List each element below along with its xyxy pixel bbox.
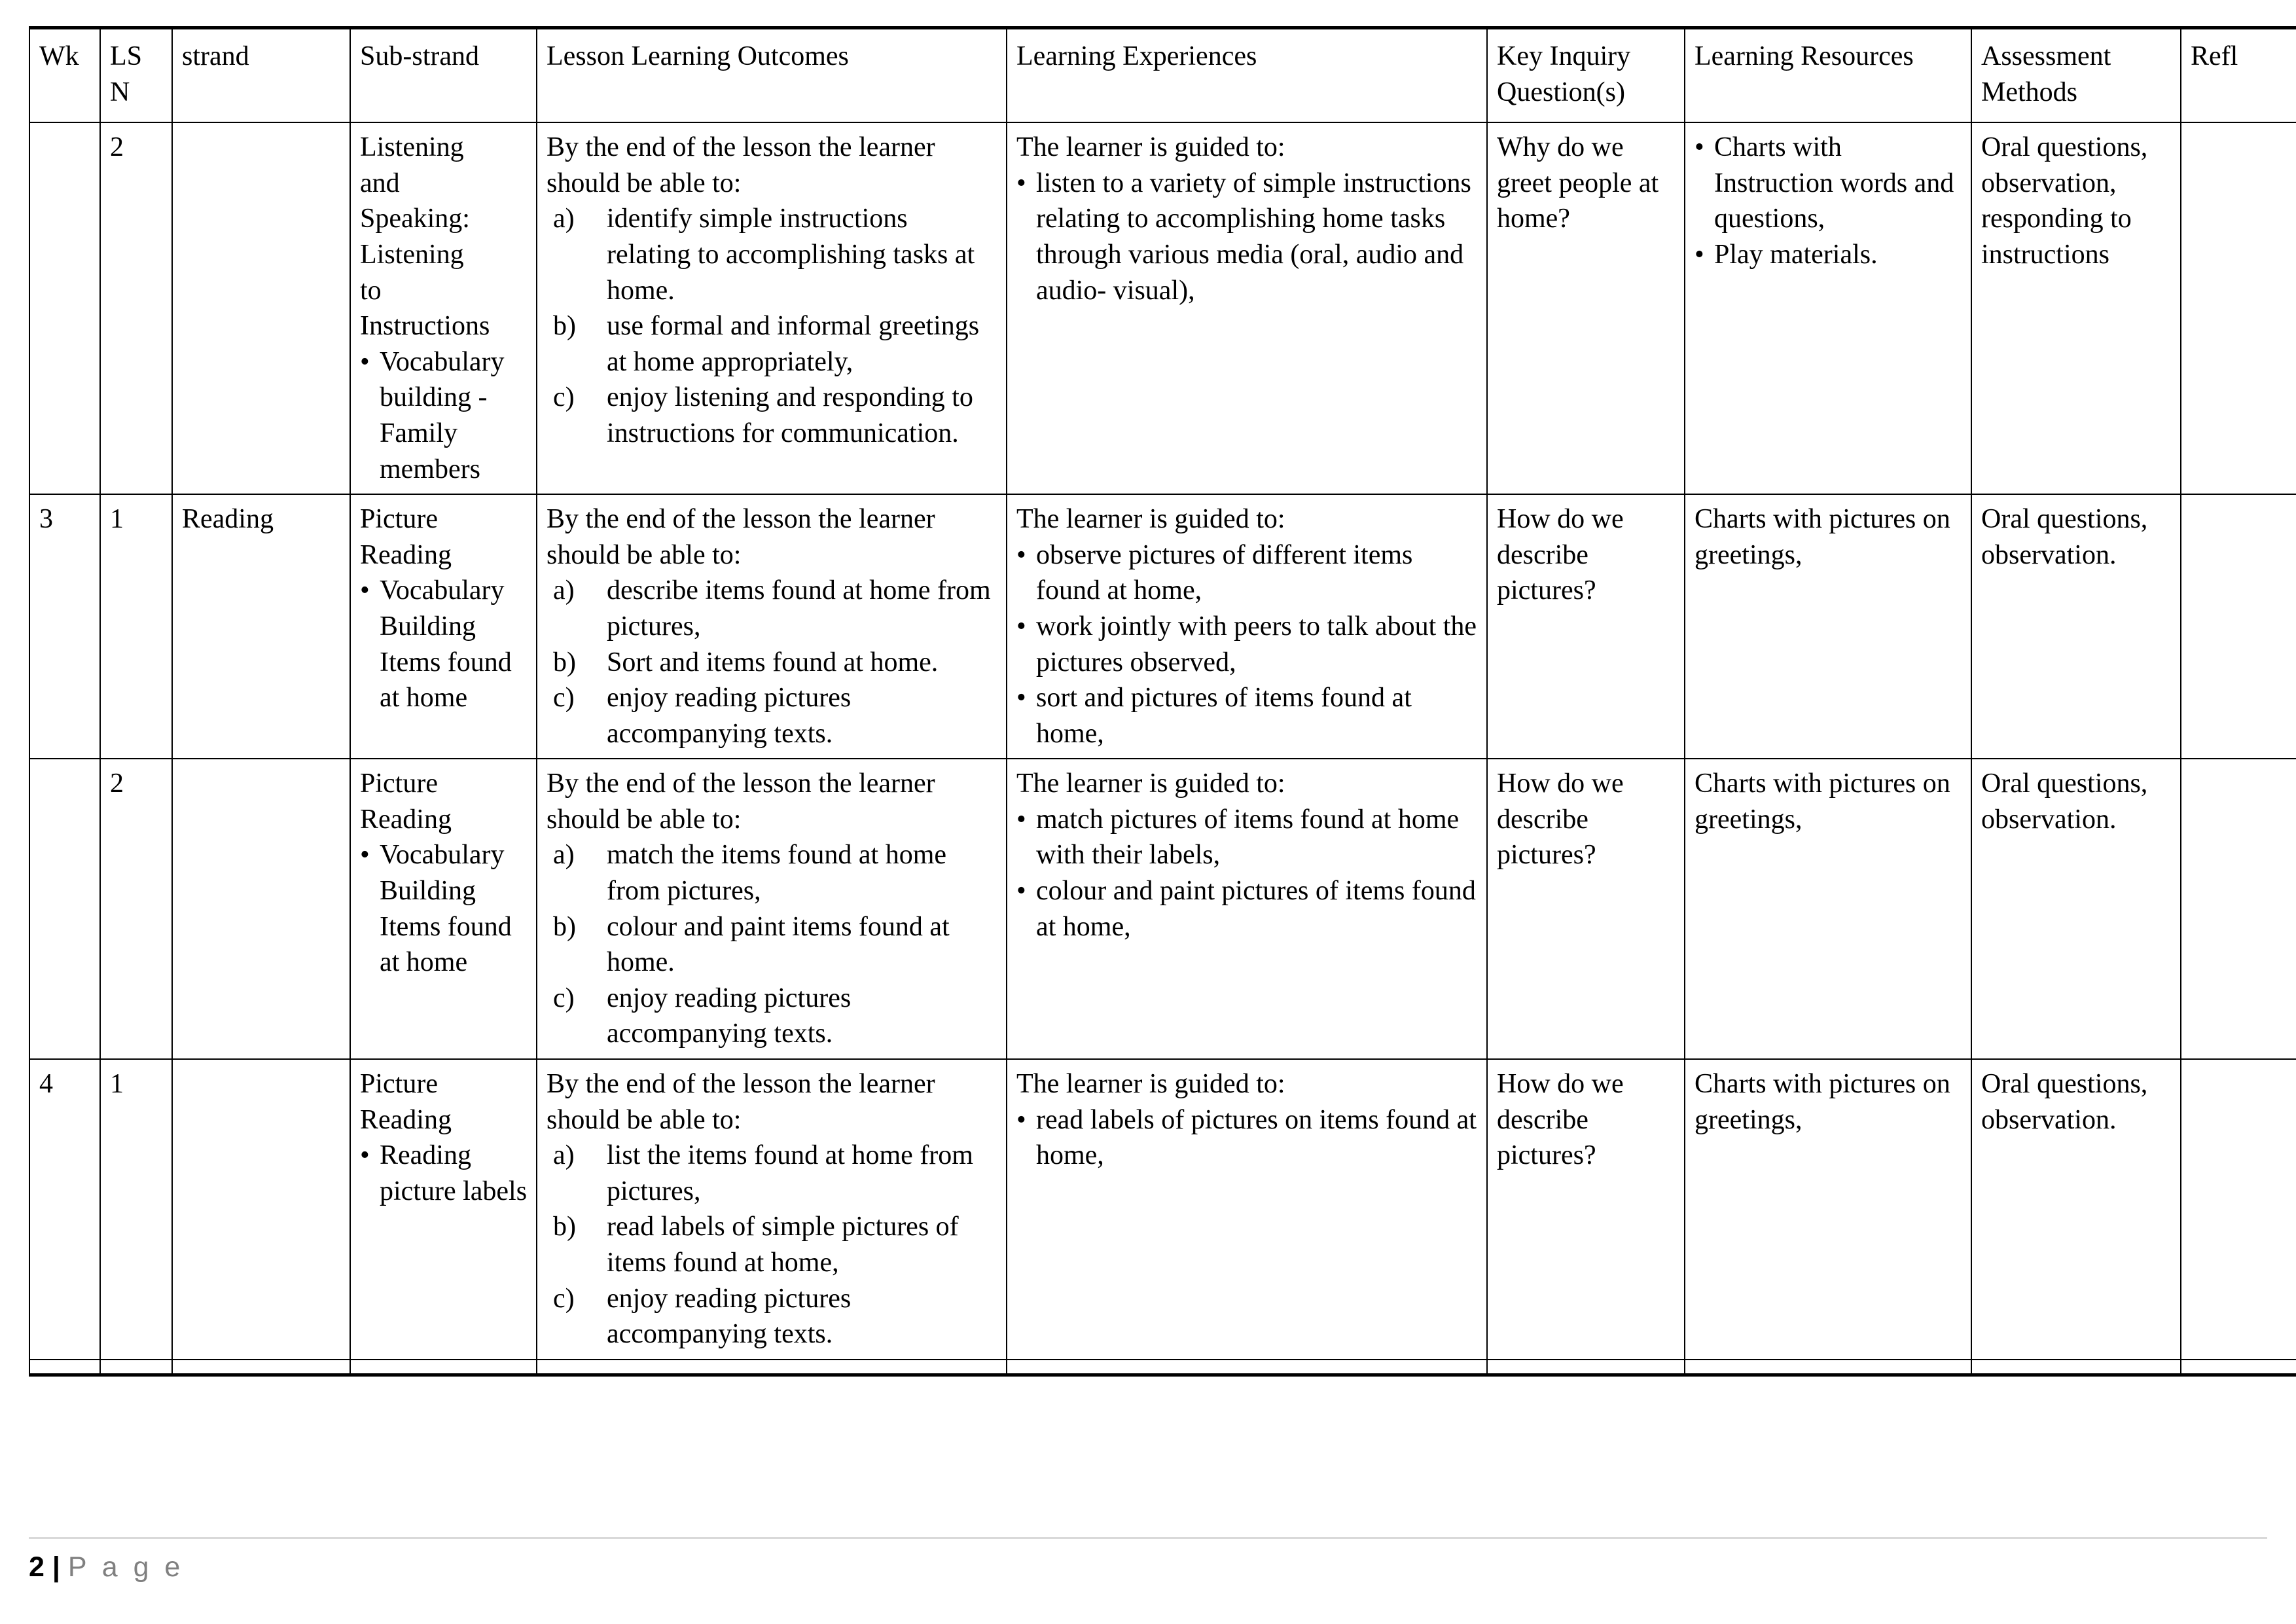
header-text-kiq-2: Question(s) [1497, 77, 1625, 107]
outcomes-intro: By the end of the lesson the learner should be able to: [547, 504, 935, 570]
cell-sub-strand [350, 122, 537, 494]
list-item [360, 837, 528, 980]
bullet-icon: • [360, 346, 370, 377]
list-item-marker: a) [553, 575, 575, 606]
list-item-text: enjoy reading pictures accompanying texts. [607, 1283, 852, 1350]
list-item-marker: a) [553, 204, 575, 234]
list-item-marker: c) [553, 983, 575, 1013]
cell-reflection [2181, 1059, 2296, 1360]
resources-text: Charts with pictures on greetings, [1695, 1069, 1950, 1135]
sub-strand-bullet-list [360, 837, 528, 980]
list-item-marker: b) [553, 911, 576, 942]
sub-strand-line: Reading [360, 539, 452, 570]
sub-strand-line: Instructions [360, 311, 490, 342]
cell-sub-strand [350, 494, 537, 759]
sub-strand-line: Picture [360, 1069, 438, 1100]
list-item [1016, 537, 1479, 609]
list-item-marker: b) [553, 1212, 576, 1242]
cell-assessment-methods [1971, 494, 2181, 759]
bullet-icon: • [360, 840, 370, 871]
outcomes-intro: By the end of the lesson the learner should be able to: [547, 768, 935, 835]
experiences-intro: The learner is guided to: [1016, 504, 1285, 535]
list-item-marker: b) [553, 311, 576, 342]
list-item-marker: c) [553, 382, 575, 413]
cell-text: Oral questions, observation. [1981, 768, 2148, 835]
header-text-am-1: Assessment [1981, 41, 2111, 71]
list-item [547, 837, 998, 909]
column-header-reflection [2181, 28, 2296, 123]
sub-strand-line: to [360, 275, 382, 306]
sub-strand-bullet-list [360, 1138, 528, 1209]
column-header-learning-resources [1685, 28, 1971, 123]
bullet-icon: • [1016, 876, 1026, 907]
list-item-text: Vocabulary Building Items found at home [380, 840, 512, 978]
list-item-text: Vocabulary Building Items found at home [380, 575, 512, 713]
cell-reflection [2181, 122, 2296, 494]
bullet-icon: • [1016, 804, 1026, 835]
experiences-list [1016, 537, 1479, 752]
footer-divider [29, 1537, 2267, 1539]
bullet-icon: • [1016, 168, 1026, 198]
list-item-text: Sort and items found at home. [607, 647, 939, 677]
scheme-of-work-table [29, 26, 2296, 1377]
list-item-text: describe items found at home from pictures, [607, 575, 991, 641]
table-header [29, 28, 2296, 123]
list-item-text: enjoy reading pictures accompanying texts. [607, 683, 852, 749]
outcomes-list [547, 201, 998, 451]
cell-text: 2 [110, 768, 124, 799]
list-item [547, 909, 998, 981]
cell-key-inquiry-question [1487, 1059, 1685, 1360]
cell-text: Why do we greet people at home? [1497, 132, 1659, 234]
footer-separator: | [52, 1551, 60, 1583]
bullet-icon: • [1695, 239, 1704, 270]
list-item-text: observe pictures of different items found at home, [1036, 539, 1413, 606]
list-item-text: Charts with Instruction words and questions, [1714, 132, 1954, 234]
list-item [360, 573, 528, 715]
sub-strand-line: Listening [360, 239, 464, 270]
cell-key-inquiry-question [1487, 122, 1685, 494]
list-item-text: work jointly with peers to talk about the pictures observed, [1036, 611, 1477, 677]
list-item-text: Play materials. [1714, 239, 1878, 270]
sub-strand-line: and [360, 168, 400, 198]
cell-week [29, 494, 100, 759]
header-text-llo: Lesson Learning Outcomes [547, 41, 849, 71]
column-header-assessment-methods [1971, 28, 2181, 123]
cell-lesson-number [100, 494, 172, 759]
list-item-text: use formal and informal greetings at home appropriately, [607, 311, 980, 377]
cell-week [29, 1059, 100, 1360]
header-text-lsn-2: N [110, 77, 130, 107]
bullet-icon: • [1016, 539, 1026, 570]
sub-strand-line: Picture [360, 504, 438, 535]
list-item-text: sort and pictures of items found at home, [1036, 683, 1412, 749]
cell-learning-resources [1685, 122, 1971, 494]
list-item-text: match pictures of items found at home with their labels, [1036, 804, 1460, 871]
cell-text: Reading [182, 504, 274, 535]
list-item-text: list the items found at home from pictures, [607, 1140, 973, 1206]
outcomes-list [547, 573, 998, 751]
footer-page-word: P a g e [67, 1551, 185, 1583]
cell-learning-experiences [1007, 494, 1487, 759]
bullet-icon: • [1016, 683, 1026, 713]
list-item-text: listen to a variety of simple instructions relating to accomplishing home tasks through various media (oral, audio and audio- visual), [1036, 168, 1471, 306]
cell-sub-strand [350, 759, 537, 1059]
cell-strand [172, 122, 350, 494]
table-row [29, 1059, 2296, 1360]
list-item [547, 1209, 998, 1280]
cell-lesson-number [100, 122, 172, 494]
outcomes-intro: By the end of the lesson the learner should be able to: [547, 1069, 935, 1135]
experiences-intro: The learner is guided to: [1016, 1069, 1285, 1100]
bullet-icon: • [1695, 132, 1704, 163]
header-text-le: Learning Experiences [1016, 41, 1257, 71]
list-item-marker: c) [553, 683, 575, 713]
list-item [547, 201, 998, 308]
header-text-lsn-1: LS [110, 41, 143, 71]
list-item [547, 308, 998, 380]
table-row [29, 122, 2296, 494]
cell-lesson-number [100, 1360, 172, 1375]
cell-strand [172, 759, 350, 1059]
bullet-icon: • [1016, 611, 1026, 641]
outcomes-list [547, 1138, 998, 1352]
cell-key-inquiry-question [1487, 1360, 1685, 1375]
list-item [1016, 873, 1479, 945]
cell-text: How do we describe pictures? [1497, 1069, 1624, 1171]
list-item-text: colour and paint pictures of items found at home, [1036, 876, 1476, 942]
column-header-lsn [100, 28, 172, 123]
bullet-icon: • [1016, 1104, 1026, 1135]
cell-assessment-methods [1971, 122, 2181, 494]
bullet-icon: • [360, 575, 370, 606]
list-item [547, 573, 998, 644]
list-item [1695, 130, 1963, 237]
cell-lesson-learning-outcomes [537, 759, 1007, 1059]
cell-text: How do we describe pictures? [1497, 504, 1624, 606]
column-header-key-inquiry-questions [1487, 28, 1685, 123]
cell-lesson-learning-outcomes [537, 494, 1007, 759]
cell-learning-resources [1685, 1059, 1971, 1360]
list-item [1695, 237, 1963, 273]
list-item [1016, 609, 1479, 680]
outcomes-list [547, 837, 998, 1052]
cell-learning-resources [1685, 494, 1971, 759]
cell-assessment-methods [1971, 1360, 2181, 1375]
cell-learning-experiences [1007, 122, 1487, 494]
experiences-intro: The learner is guided to: [1016, 132, 1285, 163]
cell-week [29, 1360, 100, 1375]
cell-assessment-methods [1971, 1059, 2181, 1360]
experiences-list [1016, 1102, 1479, 1174]
header-text-lr: Learning Resources [1695, 41, 1914, 71]
list-item [547, 645, 998, 681]
column-header-wk [29, 28, 100, 123]
cell-lesson-number [100, 1059, 172, 1360]
sub-strand-bullet-list [360, 344, 528, 487]
cell-week [29, 759, 100, 1059]
table-row [29, 1360, 2296, 1375]
sub-strand-line: Listening [360, 132, 464, 163]
list-item-marker: a) [553, 840, 575, 871]
cell-week [29, 122, 100, 494]
cell-lesson-number [100, 759, 172, 1059]
sub-strand-line: Picture [360, 768, 438, 799]
sub-strand-line: Reading [360, 1104, 452, 1135]
cell-learning-resources [1685, 1360, 1971, 1375]
list-item [1016, 166, 1479, 308]
list-item [1016, 680, 1479, 751]
cell-lesson-learning-outcomes [537, 1059, 1007, 1360]
cell-learning-experiences [1007, 1059, 1487, 1360]
list-item-marker: b) [553, 647, 576, 677]
experiences-intro: The learner is guided to: [1016, 768, 1285, 799]
header-text-refl: Refl [2191, 41, 2238, 71]
resources-text: Charts with pictures on greetings, [1695, 504, 1950, 570]
outcomes-intro: By the end of the lesson the learner should be able to: [547, 132, 935, 198]
footer-page-number: 2 [29, 1551, 45, 1583]
list-item-marker: a) [553, 1140, 575, 1171]
list-item-text: enjoy reading pictures accompanying texts. [607, 983, 852, 1049]
column-header-learning-experiences [1007, 28, 1487, 123]
cell-key-inquiry-question [1487, 759, 1685, 1059]
resources-list [1695, 130, 1963, 272]
cell-text: 1 [110, 1069, 124, 1100]
cell-text: How do we describe pictures? [1497, 768, 1624, 871]
list-item [1016, 1102, 1479, 1174]
cell-text: 2 [110, 132, 124, 163]
list-item-text: Reading picture labels [380, 1140, 528, 1206]
table-row [29, 759, 2296, 1059]
cell-key-inquiry-question [1487, 494, 1685, 759]
header-text-am-2: Methods [1981, 77, 2077, 107]
cell-assessment-methods [1971, 759, 2181, 1059]
cell-text: 1 [110, 504, 124, 535]
list-item [547, 380, 998, 451]
column-header-sub-strand [350, 28, 537, 123]
page-footer [29, 1537, 2267, 1581]
cell-lesson-learning-outcomes [537, 1360, 1007, 1375]
list-item-marker: c) [553, 1283, 575, 1314]
cell-text: Oral questions, observation, responding to instructions [1981, 132, 2148, 270]
table-row [29, 494, 2296, 759]
cell-strand [172, 494, 350, 759]
header-text-kiq-1: Key Inquiry [1497, 41, 1631, 71]
cell-sub-strand [350, 1059, 537, 1360]
list-item-text: read labels of simple pictures of items found at home, [607, 1212, 959, 1278]
list-item [547, 1281, 998, 1352]
list-item [1016, 802, 1479, 873]
header-text-sub-strand: Sub-strand [360, 41, 479, 71]
header-text-wk: Wk [39, 41, 79, 71]
cell-learning-experiences [1007, 759, 1487, 1059]
table-body [29, 122, 2296, 1375]
bullet-icon: • [360, 1140, 370, 1171]
sub-strand-line: Reading [360, 804, 452, 835]
column-header-strand [172, 28, 350, 123]
experiences-list [1016, 802, 1479, 945]
cell-reflection [2181, 494, 2296, 759]
sub-strand-bullet-list [360, 573, 528, 715]
cell-text: Oral questions, observation. [1981, 504, 2148, 570]
cell-strand [172, 1059, 350, 1360]
list-item-text: identify simple instructions relating to accomplishing tasks at home. [607, 204, 975, 306]
list-item [360, 1138, 528, 1209]
cell-text: Oral questions, observation. [1981, 1069, 2148, 1135]
footer-text [29, 1553, 2267, 1581]
list-item-text: enjoy listening and responding to instructions for communication. [607, 382, 973, 448]
list-item [547, 1138, 998, 1209]
cell-reflection [2181, 1360, 2296, 1375]
cell-strand [172, 1360, 350, 1375]
resources-text: Charts with pictures on greetings, [1695, 768, 1950, 835]
cell-reflection [2181, 759, 2296, 1059]
cell-text: 3 [39, 504, 53, 535]
sub-strand-line: Speaking: [360, 204, 470, 234]
list-item-text: Vocabulary building - Family members [380, 346, 505, 484]
cell-lesson-learning-outcomes [537, 122, 1007, 494]
cell-text: 4 [39, 1069, 53, 1100]
cell-sub-strand [350, 1360, 537, 1375]
list-item-text: read labels of pictures on items found at home, [1036, 1104, 1477, 1171]
header-text-strand: strand [182, 41, 249, 71]
column-header-lesson-learning-outcomes [537, 28, 1007, 123]
list-item [547, 981, 998, 1052]
cell-learning-experiences [1007, 1360, 1487, 1375]
list-item [360, 344, 528, 487]
experiences-list [1016, 166, 1479, 308]
cell-learning-resources [1685, 759, 1971, 1059]
list-item-text: colour and paint items found at home. [607, 911, 950, 978]
list-item-text: match the items found at home from pictures, [607, 840, 947, 907]
list-item [547, 680, 998, 751]
